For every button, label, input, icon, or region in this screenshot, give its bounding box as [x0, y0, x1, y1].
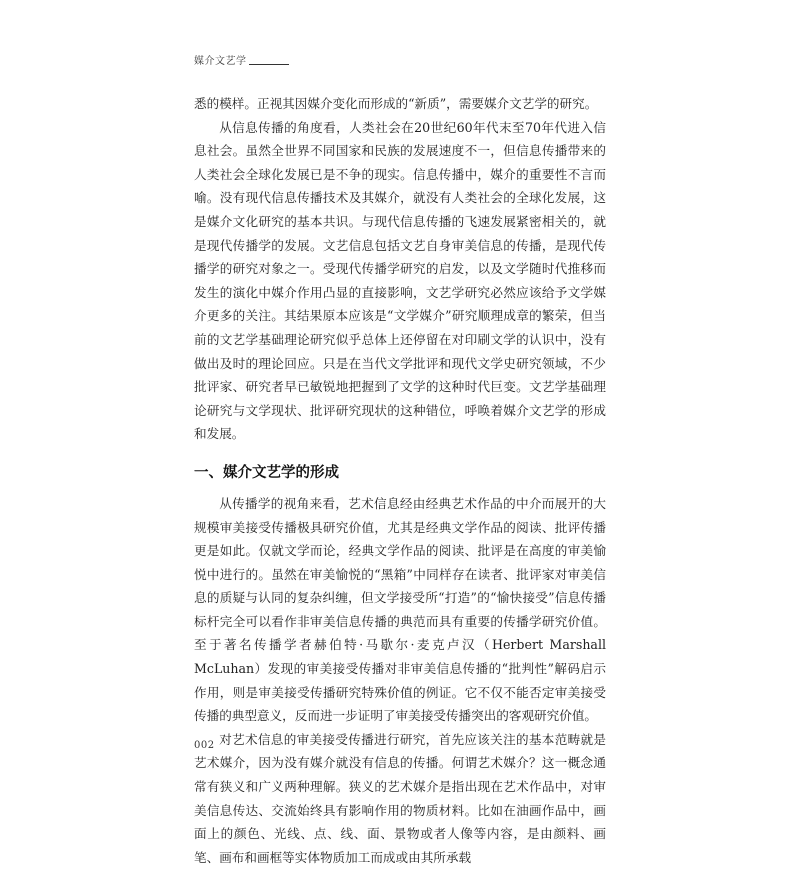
paragraph-continued: 悉的模样。正视其因媒介变化而形成的“新质”，需要媒介文艺学的研究。: [194, 96, 598, 111]
running-title: 媒介文艺学: [194, 56, 247, 67]
running-head-rule: [249, 64, 289, 65]
paragraph: 从信息传播的角度看，人类社会在20世纪60年代末至70年代进入信息社会。虽然全世界不同国家和民族的发展速度不一，但信息传播带来的人类社会全球化发展已是不争的现实。信息传播中，媒介的重要性不言而喻。没有现代信息传播技术及其媒介，就没有人类社会的全球化发展，这是媒介文化研究的基本共识。与现代信息传播的飞速发展紧密相关的，就是现代传播学的发展。文艺信息包括文艺自身审美信息的传播，是现代传播学的研究对象之一。受现代传播学研究的启发，以及文学随时代推移而发生的演化中媒介作用凸显的直接影响，文艺学研究必然应该给予文学媒介更多的关注。其结果原本应该是“文学媒介”研究顺理成章的繁荣，但当前的文艺学基础理论研究似乎总体上还停留在对印刷文学的认识中，没有做出及时的理论回应。只是在当代文学批评和现代文学史研究领域，不少批评家、研究者早已敏锐地把握到了文学的这种时代巨变。文艺学基础理论研究与文学现状、批评研究现状的这种错位，呼唤着媒介文艺学的形成和发展。: [194, 119, 606, 442]
body-text: [194, 92, 606, 869]
paragraph: 对艺术信息的审美接受传播进行研究，首先应该关注的基本范畴就是艺术媒介，因为没有媒介就没有信息的传播。何谓艺术媒介？这一概念通常有狭义和广义两种理解。狭义的艺术媒介是指出现在艺术作品中，对审美信息传达、交流始终具有影响作用的物质材料。比如在油画作品中，画面上的颜色、光线、点、线、面、景物或者人像等内容，是由颜料、画笔、画布和画框等实体物质加工而成或由其所承载: [194, 731, 606, 865]
page-number: 002: [194, 740, 215, 751]
running-head: [194, 52, 289, 67]
section-heading: 一、媒介文艺学的形成: [194, 464, 339, 481]
paragraph: 从传播学的视角来看，艺术信息经由经典艺术作品的中介而展开的大规模审美接受传播极具研究价值，尤其是经典文学作品的阅读、批评传播更是如此。仅就文学而论，经典文学作品的阅读、批评是在高度的审美愉悦中进行的。虽然在审美愉悦的“黑箱”中同样存在读者、批评家对审美信息的质疑与认同的复杂纠缠，但文学接受所“打造”的“愉快接受”信息传播标杆完全可以看作非审美信息传播的典范而具有重要的传播学研究价值。至于著名传播学者赫伯特·马歇尔·麦克卢汉（Herbert Marshall McLuhan）发现的审美接受传播对非审美信息传播的“批判性”解码启示作用，则是审美接受传播研究特殊价值的例证。它不仅不能否定审美接受传播的典型意义，反而进一步证明了审美接受传播突出的客观研究价值。: [194, 495, 606, 724]
